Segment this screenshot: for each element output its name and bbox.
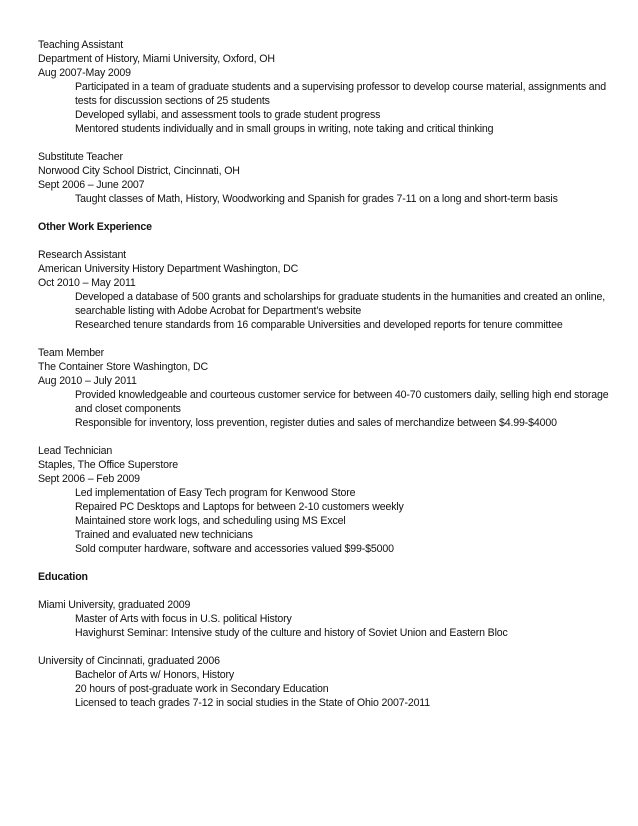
date-range: Oct 2010 – May 2011 bbox=[38, 277, 136, 289]
spacer bbox=[38, 640, 608, 654]
section-heading: Education bbox=[38, 571, 88, 583]
duty-item: Trained and evaluated new technicians bbox=[75, 529, 253, 541]
spacer bbox=[38, 332, 608, 346]
entry-research-assistant bbox=[38, 248, 608, 332]
organization: Staples, The Office Superstore bbox=[38, 459, 178, 471]
duty-item: Repaired PC Desktops and Laptops for between 2-10 customers weekly bbox=[75, 501, 404, 513]
date-range: Aug 2010 – July 2011 bbox=[38, 375, 137, 387]
education-item: Havighurst Seminar: Intensive study of the culture and history of Soviet Union and Eastern Bloc bbox=[75, 627, 508, 639]
duty-item: Maintained store work logs, and scheduling using MS Excel bbox=[75, 515, 346, 527]
entry-teaching-assistant bbox=[38, 38, 608, 136]
entry-lead-technician bbox=[38, 444, 608, 556]
job-title: Research Assistant bbox=[38, 249, 126, 261]
resume-page bbox=[38, 38, 608, 710]
section-heading: Other Work Experience bbox=[38, 221, 152, 233]
duty-item: Participated in a team of graduate students and a supervising professor to develop course material, assignments and tests for discussion sections of 25 students bbox=[75, 81, 606, 107]
duty-item: Provided knowledgeable and courteous customer service for between 40-70 customers daily, selling high end storage and closet components bbox=[75, 389, 609, 415]
entry-team-member bbox=[38, 346, 608, 430]
spacer bbox=[38, 136, 608, 150]
education-item: Master of Arts with focus in U.S. political History bbox=[75, 613, 292, 625]
duty-item: Sold computer hardware, software and accessories valued $99-$5000 bbox=[75, 543, 394, 555]
organization: Department of History, Miami University, Oxford, OH bbox=[38, 53, 275, 65]
spacer bbox=[38, 206, 608, 220]
duty-item: Responsible for inventory, loss prevention, register duties and sales of merchandize between $4.99-$4000 bbox=[75, 417, 557, 429]
organization: American University History Department Washington, DC bbox=[38, 263, 299, 275]
date-range: Sept 2006 – Feb 2009 bbox=[38, 473, 140, 485]
duty-item: Taught classes of Math, History, Woodworking and Spanish for grades 7-11 on a long and short-term basis bbox=[75, 193, 558, 205]
entry-substitute-teacher bbox=[38, 150, 608, 206]
duty-item: Developed syllabi, and assessment tools to grade student progress bbox=[75, 109, 381, 121]
date-range: Sept 2006 – June 2007 bbox=[38, 179, 145, 191]
education-item: Bachelor of Arts w/ Honors, History bbox=[75, 669, 235, 681]
spacer bbox=[38, 234, 608, 248]
duty-item: Led implementation of Easy Tech program for Kenwood Store bbox=[75, 487, 356, 499]
organization: Norwood City School District, Cincinnati, OH bbox=[38, 165, 240, 177]
spacer bbox=[38, 556, 608, 570]
job-title: Teaching Assistant bbox=[38, 39, 124, 51]
duty-item: Researched tenure standards from 16 comparable Universities and developed reports for tenure committee bbox=[75, 319, 563, 331]
entry-miami-university bbox=[38, 598, 608, 640]
education-item: 20 hours of post-graduate work in Secondary Education bbox=[75, 683, 329, 695]
spacer bbox=[38, 430, 608, 444]
date-range: Aug 2007-May 2009 bbox=[38, 67, 131, 79]
education-item: Licensed to teach grades 7-12 in social studies in the State of Ohio 2007-2011 bbox=[75, 697, 431, 709]
organization: The Container Store Washington, DC bbox=[38, 361, 208, 373]
entry-university-of-cincinnati bbox=[38, 654, 608, 710]
job-title: Substitute Teacher bbox=[38, 151, 123, 163]
duty-item: Mentored students individually and in small groups in writing, note taking and critical thinking bbox=[75, 123, 494, 135]
spacer bbox=[38, 584, 608, 598]
duty-item: Developed a database of 500 grants and scholarships for graduate students in the humanities and created an online, searchable listing with Adobe Acrobat for Department’s website bbox=[75, 291, 606, 317]
school-name: Miami University, graduated 2009 bbox=[38, 599, 191, 611]
job-title: Lead Technician bbox=[38, 445, 113, 457]
school-name: University of Cincinnati, graduated 2006 bbox=[38, 655, 220, 667]
job-title: Team Member bbox=[38, 347, 105, 359]
